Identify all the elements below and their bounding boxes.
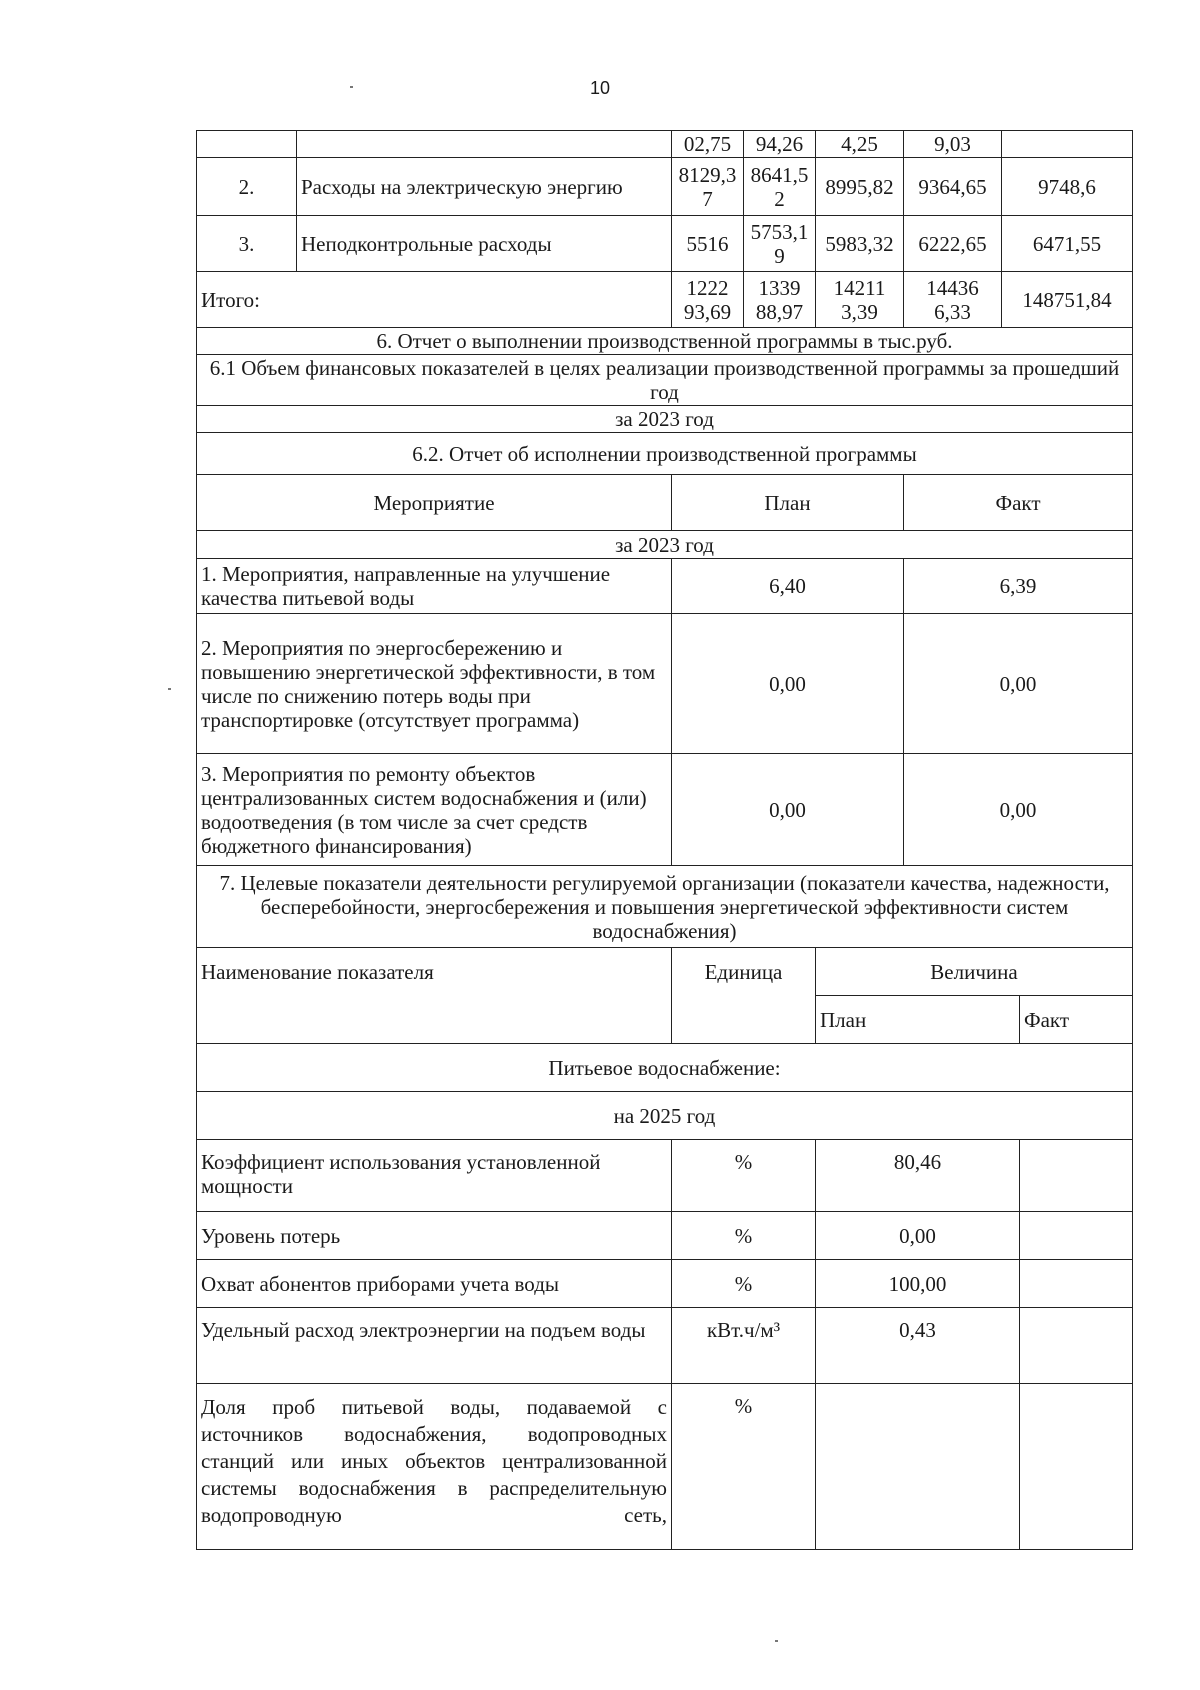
indicator-row	[197, 1260, 1133, 1308]
cost-value: 5753,19	[744, 216, 816, 272]
event-plan: 6,40	[672, 559, 904, 614]
indicator-name: Доля проб питьевой воды, подаваемой с источников водоснабжения, водопроводных станций или иных объектов централизованной системы водоснабжения в распределительную водопроводную сеть,	[197, 1384, 672, 1550]
indicator-row	[197, 1140, 1133, 1212]
indicator-fact	[1020, 1260, 1133, 1308]
indicator-unit: кВт.ч/м³	[672, 1308, 816, 1384]
indicator-plan: 80,46	[816, 1140, 1020, 1212]
total-value: 1339 88,97	[744, 272, 816, 328]
header-unit: Единица	[672, 948, 816, 1044]
header-fact: Факт	[1020, 996, 1133, 1044]
cost-row	[197, 216, 1133, 272]
indicator-fact	[1020, 1308, 1133, 1384]
header-plan: План	[816, 996, 1020, 1044]
total-value: 1222 93,69	[672, 272, 744, 328]
total-label: Итого:	[197, 272, 672, 328]
cost-value: 8641,52	[744, 158, 816, 216]
event-name: 2. Мероприятия по энергосбережению и повышению энергетической эффективности, в том числе по снижению потерь воды при транспортировке (отсутствует программа)	[197, 614, 672, 754]
scan-speck	[350, 86, 353, 88]
header-plan: План	[672, 475, 904, 531]
section-7-title: 7. Целевые показатели деятельности регулируемой организации (показатели качества, надежности, бесперебойности, энергосбережения и повышения энергетической эффективности систем водоснабжения)	[197, 866, 1133, 948]
event-fact: 0,00	[904, 754, 1133, 866]
program-row	[197, 559, 1133, 614]
event-fact: 6,39	[904, 559, 1133, 614]
header-value: Величина	[816, 948, 1133, 996]
cost-value: 8995,82	[816, 158, 904, 216]
indicator-unit: %	[672, 1212, 816, 1260]
cost-value: 6471,55	[1002, 216, 1133, 272]
cost-cell	[1002, 131, 1133, 158]
indicator-name: Уровень потерь	[197, 1212, 672, 1260]
cost-cell: 02,75	[672, 131, 744, 158]
cost-item-name: Расходы на электрическую энергию	[297, 158, 672, 216]
year-label: за 2023 год	[197, 406, 1133, 433]
event-fact: 0,00	[904, 614, 1133, 754]
indicator-unit: %	[672, 1140, 816, 1212]
row-number: 2.	[197, 158, 297, 216]
cost-cell	[297, 131, 672, 158]
cost-value: 8129,37	[672, 158, 744, 216]
indicator-fact	[1020, 1384, 1133, 1550]
indicator-row	[197, 1212, 1133, 1260]
cost-row	[197, 158, 1133, 216]
cost-value: 6222,65	[904, 216, 1002, 272]
cost-value: 9748,6	[1002, 158, 1133, 216]
indicator-fact	[1020, 1212, 1133, 1260]
header-indicator-name: Наименование показателя	[197, 948, 672, 1044]
indicator-row	[197, 1384, 1133, 1550]
report-table	[196, 130, 1133, 1550]
indicator-name: Коэффициент использования установленной мощности	[197, 1140, 672, 1212]
year-label: на 2025 год	[197, 1092, 1133, 1140]
cost-value: 5983,32	[816, 216, 904, 272]
indicator-plan: 0,00	[816, 1212, 1020, 1260]
program-header-row	[197, 475, 1133, 531]
total-value: 14436 6,33	[904, 272, 1002, 328]
indicator-row	[197, 1308, 1133, 1384]
indicator-fact	[1020, 1140, 1133, 1212]
indicator-header-row	[197, 948, 1133, 996]
cost-cell: 9,03	[904, 131, 1002, 158]
header-event: Мероприятие	[197, 475, 672, 531]
indicator-name: Удельный расход электроэнергии на подъем воды	[197, 1308, 672, 1384]
indicator-plan: 0,43	[816, 1308, 1020, 1384]
indicator-unit: %	[672, 1384, 816, 1550]
group-label: Питьевое водоснабжение:	[197, 1044, 1133, 1092]
section-6-1-title: 6.1 Объем финансовых показателей в целях реализации производственной программы за прошедший год	[197, 355, 1133, 406]
event-name: 1. Мероприятия, направленные на улучшение качества питьевой воды	[197, 559, 672, 614]
row-number: 3.	[197, 216, 297, 272]
page-number: 10	[589, 78, 611, 98]
indicator-unit: %	[672, 1260, 816, 1308]
cost-cell	[197, 131, 297, 158]
indicator-name: Охват абонентов приборами учета воды	[197, 1260, 672, 1308]
scan-speck	[775, 1640, 778, 1642]
section-6-2-title: 6.2. Отчет об исполнении производственной программы	[197, 433, 1133, 475]
section-6-title: 6. Отчет о выполнении производственной программы в тыс.руб.	[197, 328, 1133, 355]
year-label: за 2023 год	[197, 531, 1133, 559]
cost-value: 5516	[672, 216, 744, 272]
header-fact: Факт	[904, 475, 1133, 531]
total-value: 14211 3,39	[816, 272, 904, 328]
indicator-plan	[816, 1384, 1020, 1550]
indicator-plan: 100,00	[816, 1260, 1020, 1308]
scan-speck	[168, 688, 171, 690]
event-plan: 0,00	[672, 614, 904, 754]
cost-value: 9364,65	[904, 158, 1002, 216]
cost-cell: 94,26	[744, 131, 816, 158]
cost-cell: 4,25	[816, 131, 904, 158]
cost-row-continued	[197, 131, 1133, 158]
total-value: 148751,84	[1002, 272, 1133, 328]
program-row	[197, 754, 1133, 866]
cost-item-name: Неподконтрольные расходы	[297, 216, 672, 272]
event-plan: 0,00	[672, 754, 904, 866]
program-row	[197, 614, 1133, 754]
event-name: 3. Мероприятия по ремонту объектов централизованных систем водоснабжения и (или) водоотведения (в том числе за счет средств бюджетного финансирования)	[197, 754, 672, 866]
cost-total-row	[197, 272, 1133, 328]
